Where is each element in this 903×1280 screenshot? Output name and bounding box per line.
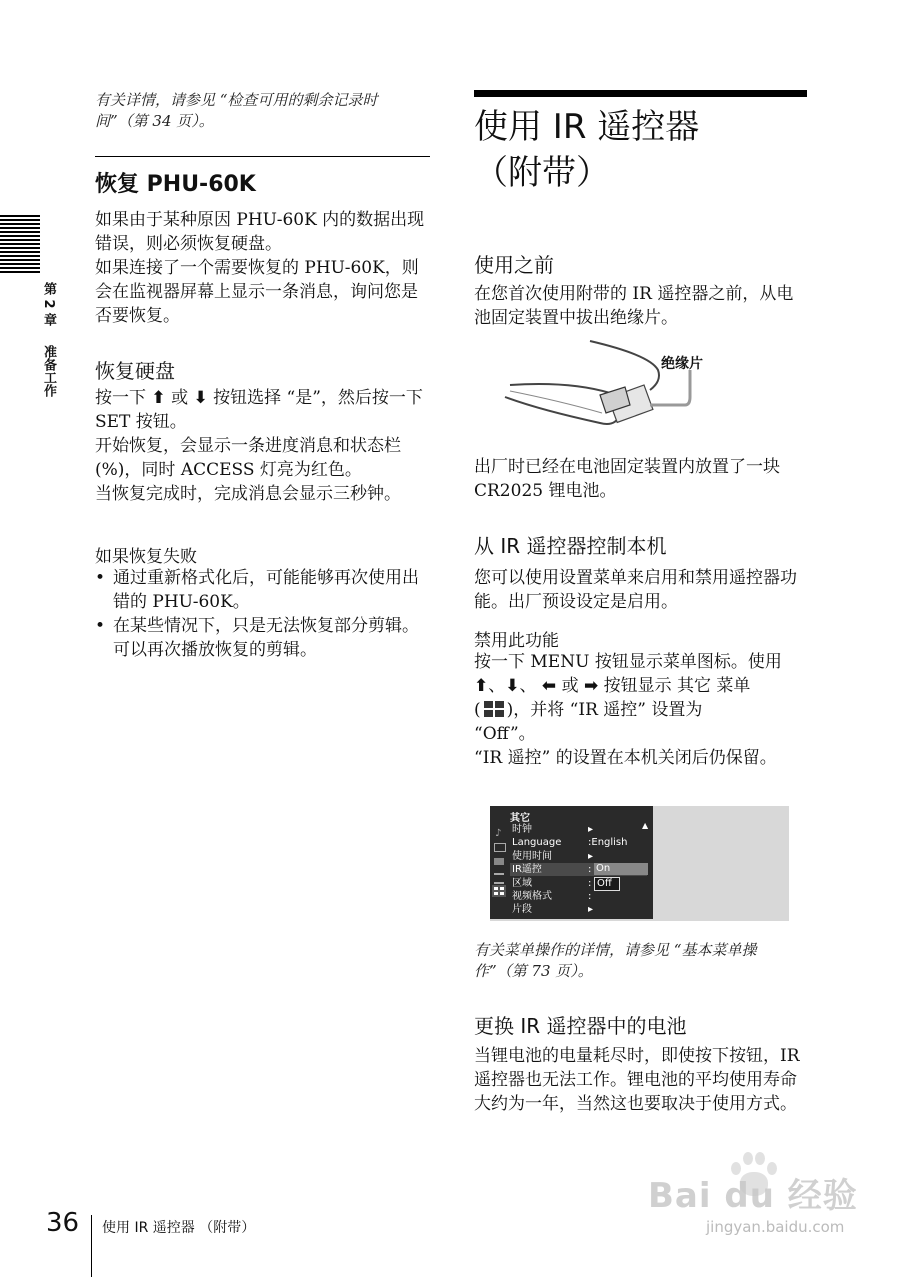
watermark-brand: Bai du 经验 — [648, 1176, 858, 1216]
label-leader-line — [650, 370, 690, 405]
step-text-a: 按一下 — [95, 388, 146, 408]
disable-para-2: “IR 遥控” 的设置在本机关闭后仍保留。 — [474, 748, 777, 768]
menu-option-on[interactable]: On — [594, 863, 648, 875]
disable-sep-1: 、 — [488, 676, 506, 696]
disable-text-b: 按钮显示 其它 菜单 — [603, 676, 751, 696]
remote-body-top — [590, 341, 659, 390]
menu-row-value: :English — [588, 837, 628, 849]
arrow-up-icon: ⬆ — [474, 676, 489, 696]
menu-screen — [490, 806, 653, 919]
menu-icon-column — [492, 826, 506, 916]
camera-menu-icon — [494, 843, 506, 852]
illustration-label: 绝缘片 — [661, 356, 703, 372]
arrow-up-icon: ⬆ — [151, 388, 166, 408]
section-title: 恢复 PHU-60K — [95, 172, 256, 197]
chapter-title-line-2: （附带） — [474, 153, 610, 193]
arrow-right-icon: ➡ — [583, 676, 599, 696]
menu-row[interactable] — [510, 836, 647, 849]
disable-text-c: )，并将 “IR 遥控” 设置为 — [506, 700, 703, 720]
fail-bullet-2: • 在某些情况下，只是无法恢复部分剪辑。可以再次播放恢复的剪辑。 — [95, 614, 425, 662]
battery-replace-para: 当锂电池的电量耗尽时，即使按下按钮，IR 遥控器也无法工作。锂电池的平均使用寿命大约为一年，当然这也要取决于使用方式。 — [474, 1046, 800, 1114]
side-tab-chapter — [38, 282, 58, 397]
step-para-2: 开始恢复，会显示一条进度消息和状态栏 (%)，同时 ACCESS 灯亮为红色。 — [95, 436, 401, 480]
menu-row-value: ▸ — [588, 824, 594, 835]
chapter-title — [474, 104, 807, 196]
menu-row[interactable] — [510, 850, 647, 863]
footer-divider — [91, 1215, 92, 1277]
watermark-url: jingyan.baidu.com — [706, 1218, 845, 1236]
disable-or: 或 — [561, 676, 579, 696]
menu-row-label: 视频格式 — [512, 891, 552, 902]
top-note: 有关详情，请参见 “检查可用的剩余记录时间”（第 34 页）。 — [95, 91, 378, 130]
battery-para: 出厂时已经在电池固定装置内放置了一块 CR2025 锂电池。 — [474, 457, 780, 501]
footer-page-number: 36 — [46, 1208, 80, 1238]
footer-running-title: 使用 IR 遥控器 （附带） — [102, 1220, 256, 1236]
other-menu-icon-selected — [492, 885, 506, 897]
step-text-b: 按钮选择 “是”，然后按一下 SET 按钮。 — [95, 388, 423, 432]
menu-row-label: 使用时间 — [512, 850, 552, 862]
menu-row-label: Language — [512, 837, 562, 849]
fail-list — [95, 566, 425, 662]
audio-menu-icon: ♪ — [495, 828, 502, 839]
menu-row-value: ▸ — [588, 904, 594, 916]
battery-title: 更换 IR 遥控器中的电池 — [474, 1014, 687, 1038]
chapter-title-line-1: 使用 IR 遥控器 — [474, 107, 700, 147]
menu-row-value: : — [588, 864, 592, 876]
step-para-1 — [95, 386, 425, 434]
menu-row[interactable] — [510, 903, 647, 916]
section-rule — [95, 156, 430, 157]
step-para-3: 当恢复完成时，完成消息会显示三秒钟。 — [95, 484, 401, 504]
step-text-or: 或 — [171, 388, 189, 408]
disable-paren-open: ( — [474, 700, 481, 720]
control-para: 您可以使用设置菜单来启用和禁用遥控器功能。出厂预设设定是启用。 — [474, 568, 797, 612]
before-title: 使用之前 — [474, 253, 554, 277]
fail-bullet-1: • 通过重新格式化后，可能能够再次使用出错的 PHU-60K。 — [95, 566, 425, 614]
section-para-1: 如果由于某种原因 PHU-60K 内的数据出现错误，则必须恢复硬盘。 — [95, 210, 425, 254]
other-menu-icon — [484, 701, 504, 717]
sub-title: 恢复硬盘 — [95, 359, 175, 383]
arrow-down-icon: ⬇ — [505, 676, 520, 696]
control-title: 从 IR 遥控器控制本机 — [474, 534, 667, 558]
disable-title: 禁用此功能 — [474, 631, 559, 651]
side-tab-chapter-label: 第 2 章 — [41, 282, 56, 327]
menu-note: 有关菜单操作的详情，请参见 “基本菜单操作”（第 73 页）。 — [474, 941, 757, 980]
menu-row-label: IR遥控 — [512, 864, 542, 876]
fail-title: 如果恢复失败 — [95, 547, 197, 567]
side-tab-stripes — [0, 215, 40, 275]
before-para: 在您首次使用附带的 IR 遥控器之前，从电池固定装置中拔出绝缘片。 — [474, 284, 794, 328]
remote-illustration — [500, 335, 720, 445]
menu-option-off[interactable]: Off — [594, 877, 620, 891]
chapter-top-bar — [474, 90, 807, 97]
menu-title: 其它 — [510, 813, 530, 824]
disable-text-a: 按一下 MENU 按钮显示菜单图标。使用 — [474, 652, 782, 672]
menu-row[interactable] — [510, 890, 647, 903]
side-tab-chapter-name: 准备工作 — [41, 345, 56, 398]
arrow-left-icon: ⬅ — [541, 676, 557, 696]
menu-scroll-up-icon: ▲ — [642, 821, 649, 830]
menu-row-label: 时钟 — [512, 824, 532, 835]
menu-row-label: 片段 — [512, 904, 532, 916]
menu-row-value: : — [588, 877, 592, 889]
menu-row[interactable] — [510, 823, 647, 836]
menu-row-value: : — [588, 891, 592, 902]
menu-row-value: ▸ — [588, 850, 594, 862]
tc-menu-icon — [494, 873, 504, 884]
video-menu-icon — [494, 858, 504, 865]
menu-row-label: 区域 — [512, 877, 532, 889]
section-para-2: 如果连接了一个需要恢复的 PHU-60K，则会在监视器屏幕上显示一条消息，询问您是否要恢复。 — [95, 258, 419, 326]
disable-sep-2: 、 — [519, 676, 537, 696]
disable-text-d: “Off”。 — [474, 724, 536, 744]
arrow-down-icon: ⬇ — [193, 388, 208, 408]
menu-row[interactable] — [510, 877, 647, 890]
disable-para — [474, 650, 809, 746]
